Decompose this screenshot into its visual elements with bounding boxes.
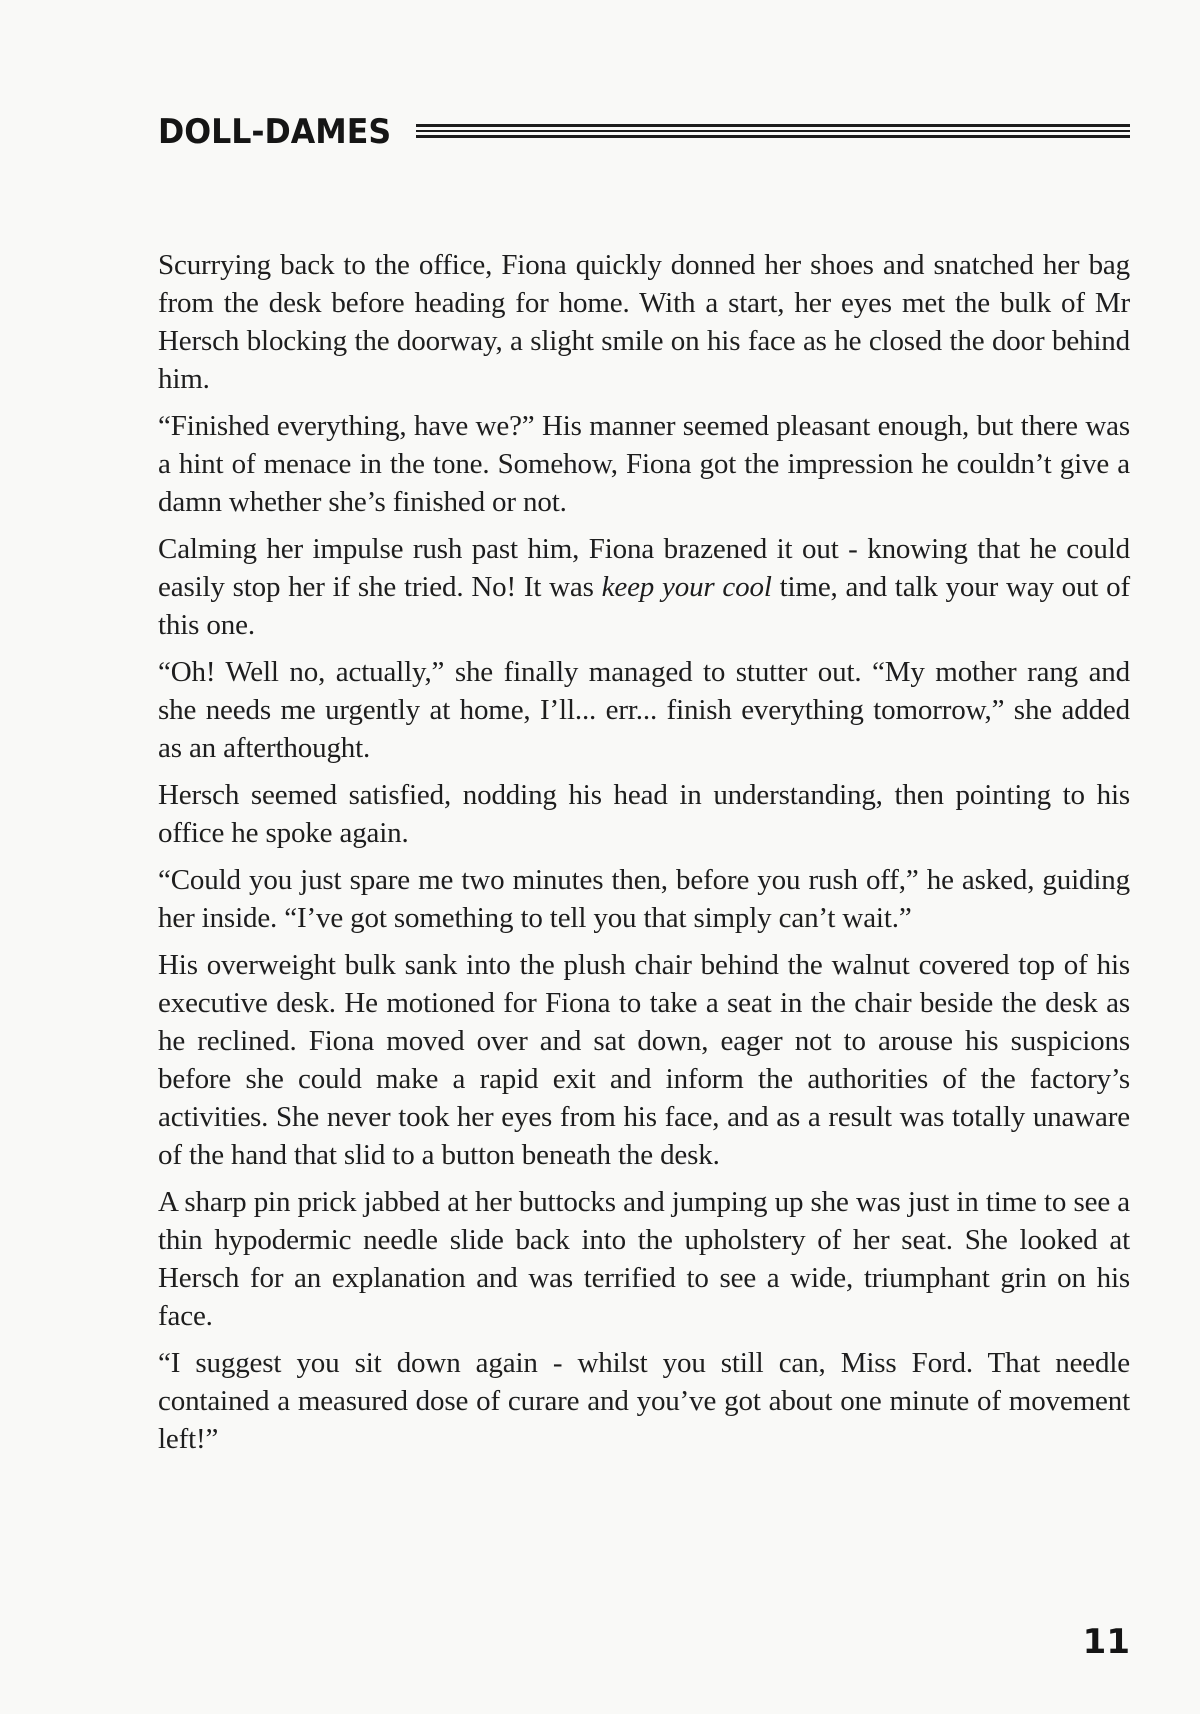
paragraph: Scurrying back to the office, Fiona quickly donned her shoes and snatched her bag from the desk before heading for home. With a start, her eyes met the bulk of Mr Hersch blocking the doorway, a slight smile on his face as he closed the door behind him. bbox=[158, 249, 1130, 395]
paragraph-emphasis: keep your cool bbox=[601, 571, 772, 603]
paragraph: “Oh! Well no, actually,” she finally managed to stutter out. “My mother rang and she needs me urgently at home, I’ll... err... finish everything tomorrow,” she added as an afterthought. bbox=[158, 656, 1130, 764]
header-rule bbox=[416, 124, 1130, 138]
running-header-title: DOLL-DAMES bbox=[158, 112, 392, 152]
paragraph: His overweight bulk sank into the plush chair behind the walnut covered top of his executive desk. He motioned for Fiona to take a seat in the chair beside the desk as he reclined. Fiona moved over and sat down, eager not to arouse his suspicions before she could make a rapid exit and inform the authorities of the factory’s activities. She never took her eyes from his face, and as a result was totally unaware of the hand that slid to a button beneath the desk. bbox=[158, 949, 1130, 1171]
paragraph bbox=[158, 530, 1130, 644]
paragraph-text: time, and talk your way out of this one. bbox=[158, 571, 1130, 641]
paragraph: A sharp pin prick jabbed at her buttocks and jumping up she was just in time to see a thin hypodermic needle slide back into the upholstery of her seat. She looked at Hersch for an explanation and was terrified to see a wide, triumphant grin on his face. bbox=[158, 1186, 1130, 1332]
paragraph: “Finished everything, have we?” His manner seemed pleasant enough, but there was a hint of menace in the tone. Somehow, Fiona got the impression he couldn’t give a damn whether she’s finished or not. bbox=[158, 410, 1130, 518]
paragraph-text: Calming her impulse rush past him, Fiona brazened it out - knowing that he could easily stop her if she tried. No! It was bbox=[158, 533, 1130, 603]
running-header bbox=[158, 108, 1130, 154]
story-body bbox=[158, 246, 1130, 1467]
paragraph: Hersch seemed satisfied, nodding his head in understanding, then pointing to his office he spoke again. bbox=[158, 779, 1130, 849]
paragraph: “Could you just spare me two minutes then, before you rush off,” he asked, guiding her inside. “I’ve got something to tell you that simply can’t wait.” bbox=[158, 864, 1130, 934]
page-number: 11 bbox=[1082, 1622, 1130, 1662]
paragraph: “I suggest you sit down again - whilst you still can, Miss Ford. That needle contained a measured dose of curare and you’ve got about one minute of movement left!” bbox=[158, 1347, 1130, 1455]
